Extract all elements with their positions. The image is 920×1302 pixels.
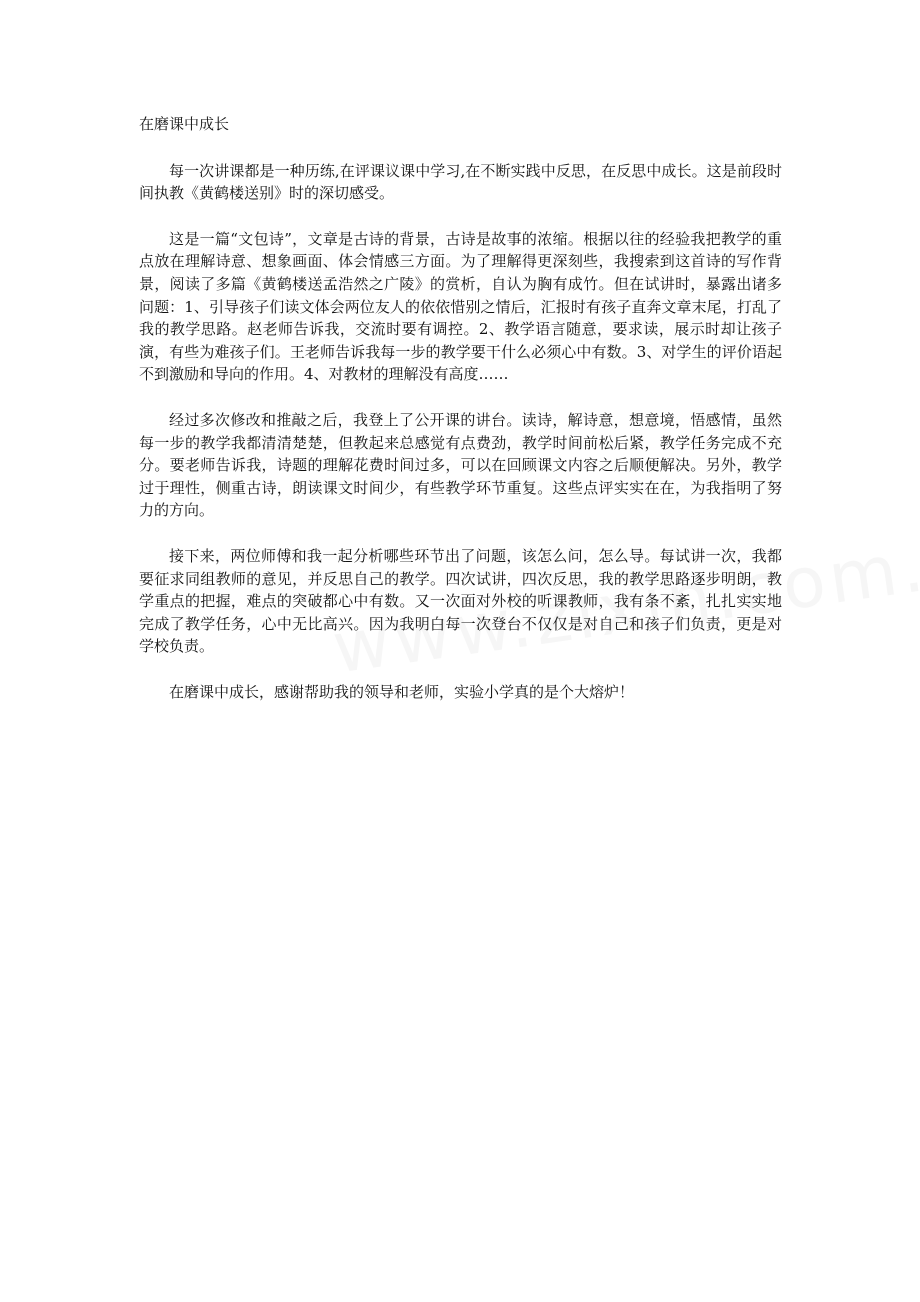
paragraph-3: 经过多次修改和推敲之后，我登上了公开课的讲台。读诗，解诗意，想意境，悟感情，虽然每一步的教学我都清清楚楚，但教起来总感觉有点费劲，教学时间前松后紧，教学任务完成不充分。要老师告诉我，诗题的理解花费时间过多，可以在回顾课文内容之后顺便解决。另外，教学过于理性，侧重古诗，朗读课文时间少，有些教学环节重复。这些点评实实在在，为我指明了努力的方向。 — [139, 410, 782, 520]
paragraph-1: 每一次讲课都是一种历练,在评课议课中学习,在不断实践中反思，在反思中成长。这是前段时间执教《黄鹤楼送别》时的深切感受。 — [139, 161, 782, 203]
paragraph-2: 这是一篇“文包诗”，文章是古诗的背景，古诗是故事的浓缩。根据以往的经验我把教学的重点放在理解诗意、想象画面、体会情感三方面。为了理解得更深刻些，我搜索到这首诗的写作背景，阅读了多篇《黄鹤楼送孟浩然之广陵》的赏析，自认为胸有成竹。但在试讲时，暴露出诸多问题：1、引导孩子们读文体会两位友人的依依惜别之情后，汇报时有孩子直奔文章末尾，打乱了我的教学思路。赵老师告诉我，交流时要有调控。2、教学语言随意，要求读，展示时却让孩子演，有些为难孩子们。王老师告诉我每一步的教学要干什么必须心中有数。3、对学生的评价语起不到激励和导向的作用。4、对教材的理解没有高度…… — [139, 229, 782, 384]
document-title: 在磨课中成长 — [139, 115, 230, 133]
document-body — [139, 113, 782, 726]
paragraph-4: 接下来，两位师傅和我一起分析哪些环节出了问题，该怎么问，怎么导。每试讲一次，我都要征求同组教师的意见，并反思自己的教学。四次试讲，四次反思，我的教学思路逐步明朗，教学重点的把握，难点的突破都心中有数。又一次面对外校的听课教师，我有条不紊，扎扎实实地完成了教学任务，心中无比高兴。因为我明白每一次登台不仅仅是对自己和孩子们负责，更是对学校负责。 — [139, 546, 782, 656]
paragraph-5: 在磨课中成长，感谢帮助我的领导和老师，实验小学真的是个大熔炉！ — [169, 682, 635, 701]
